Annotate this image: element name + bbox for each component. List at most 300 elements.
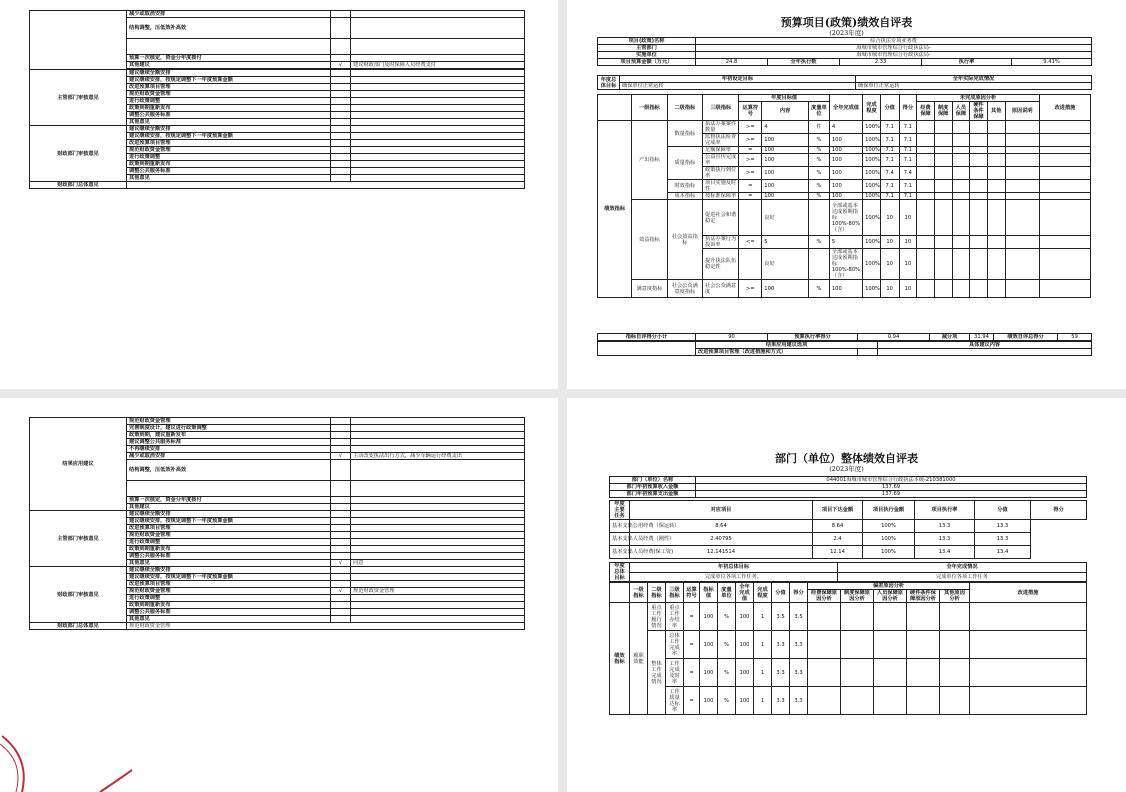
option-row <box>30 126 525 133</box>
goal-text: 完成单位各项工作任务。 <box>630 572 838 582</box>
indicator-name: 公益宣传完成率 <box>703 154 739 167</box>
level2-label: 社会效益指标 <box>667 200 702 280</box>
exec-rate: 100% <box>863 520 915 533</box>
option-note <box>351 133 525 140</box>
table-cell <box>952 200 970 236</box>
table-cell <box>127 481 331 497</box>
option-row <box>30 567 525 574</box>
table-cell <box>934 134 952 147</box>
table-cell <box>1005 193 1039 200</box>
table-cell <box>934 280 952 298</box>
table-cell <box>331 481 351 497</box>
option-note <box>351 168 525 175</box>
table-cell <box>934 147 952 154</box>
impl-unit: 海城市城市管理综合行政执法局- <box>696 52 1092 59</box>
table-row <box>610 631 1087 659</box>
score-summary-table: 指标自评得分小计 90 预算执行率得分 0.94 减分项 31.94 绩效自评总得分 59 <box>597 333 1092 341</box>
check-mark <box>331 546 351 553</box>
check-mark <box>331 105 351 112</box>
table-cell <box>987 167 1005 180</box>
table-row <box>598 280 1091 298</box>
exec-amount: 12.14 <box>813 546 863 559</box>
weight: 7.1 <box>880 147 899 154</box>
option-label: 其他建议 <box>127 62 331 69</box>
task-name: 基本支出人员经费（刚性） <box>610 533 630 546</box>
review-section-label: 财政部门审核意见 <box>30 126 127 182</box>
completed-value: 100 <box>736 603 754 631</box>
document-page-1 <box>0 0 558 389</box>
option-note <box>351 91 525 98</box>
level2-label: 时效指标 <box>667 180 702 193</box>
option-row <box>30 418 525 425</box>
option-note <box>351 418 525 425</box>
option-label: 不再继续安排 <box>127 446 331 453</box>
option-label: 调整公共服务标准 <box>127 609 331 616</box>
result-review-table <box>29 417 525 630</box>
option-note <box>351 602 525 609</box>
option-note <box>351 175 525 182</box>
option-note <box>351 595 525 602</box>
table-cell <box>970 147 988 154</box>
check-mark <box>331 70 351 77</box>
table-cell <box>917 121 935 134</box>
table-cell <box>934 236 952 249</box>
check-mark <box>331 460 351 481</box>
option-label: 规范财政资金管理 <box>127 91 331 98</box>
option-label: 其他意见 <box>127 616 331 623</box>
check-mark <box>331 112 351 119</box>
review-section-label: 主管部门审核意见 <box>30 511 127 567</box>
check-mark <box>331 98 351 105</box>
score: 10 <box>899 249 917 280</box>
table-cell <box>917 193 935 200</box>
target-value: 100 <box>762 134 809 147</box>
table-cell <box>987 200 1005 236</box>
option-note: 建议财政部门及时保障人员经费支付 <box>351 62 525 69</box>
table-cell <box>1005 236 1039 249</box>
project-name: 综合执法专项业务费 <box>696 38 1092 45</box>
table-cell <box>970 603 1087 631</box>
level2-label: 质量指标 <box>667 147 702 180</box>
review-section-label: 财政部门审核意见 <box>30 567 127 623</box>
completion-degree: 100% <box>863 180 881 193</box>
option-label: 改进预算项目管理 <box>127 581 331 588</box>
unit: % <box>718 631 736 659</box>
exec-score: 0.94 <box>858 334 930 341</box>
check-mark <box>331 574 351 581</box>
page-title: 部门（单位）整体绩效自评表 <box>775 452 918 465</box>
table-cell <box>907 659 940 687</box>
option-label: 规范财政资金管理 <box>127 532 331 539</box>
option-note <box>351 84 525 91</box>
table-row <box>610 659 1087 687</box>
weight: 7.1 <box>880 154 899 167</box>
goal-table: 年度总体目标 年初设定目标 全年实际完成情况 确保单位正常运转 确保单位正常运转 <box>597 75 1092 90</box>
option-label: 减少或取消安排 <box>127 11 331 18</box>
completion-degree: 1 <box>754 631 772 659</box>
option-label: 结构调整，压低效补高效 <box>127 460 331 481</box>
operator: <= <box>739 236 762 249</box>
table-cell <box>934 193 952 200</box>
table-cell <box>987 236 1005 249</box>
table-cell <box>934 249 952 280</box>
unit <box>809 200 830 236</box>
budget-amount: 12.141514 <box>630 546 813 559</box>
check-mark <box>331 418 351 425</box>
completed-value: 4 <box>829 121 862 134</box>
check-mark <box>331 161 351 168</box>
table-cell <box>940 631 970 659</box>
document-page-4 <box>567 398 1126 792</box>
completion-degree: 1 <box>754 687 772 715</box>
completion-degree: 100% <box>863 167 881 180</box>
operator: >= <box>739 154 762 167</box>
check-mark <box>331 147 351 154</box>
option-row <box>30 70 525 77</box>
option-note <box>351 161 525 168</box>
goal-text: 确保单位正常运转 <box>620 83 856 90</box>
target-value: 100 <box>762 193 809 200</box>
option-note <box>351 119 525 126</box>
table-cell <box>952 147 970 154</box>
indicator-name: 社会公众满意度 <box>703 280 739 298</box>
operator: = <box>739 193 762 200</box>
option-label: 进行政策调整 <box>127 539 331 546</box>
option-label: 规范财政资金管理 <box>127 418 331 425</box>
option-label: 政策到期重新发布 <box>127 105 331 112</box>
check-mark <box>331 175 351 182</box>
check-mark <box>331 497 351 504</box>
table-cell <box>917 180 935 193</box>
unit: % <box>809 167 830 180</box>
table-cell <box>874 631 907 659</box>
check-mark <box>331 532 351 539</box>
operator: = <box>739 147 762 154</box>
check-mark <box>331 126 351 133</box>
operator: >= <box>739 121 762 134</box>
table-cell <box>952 193 970 200</box>
indicator-name: 提升执法队伍稳定性 <box>703 249 739 280</box>
unit: % <box>809 154 830 167</box>
option-label: 进行政策调整 <box>127 154 331 161</box>
score: 10 <box>899 200 917 236</box>
table-cell <box>970 121 988 134</box>
option-label: 建议继续安排，按规定调整下一年度预算金额 <box>127 518 331 525</box>
indicator-name: 执法办案案件数量 <box>703 121 739 134</box>
table-cell <box>987 147 1005 154</box>
option-label: 改进预算项目管理 <box>127 525 331 532</box>
option-note <box>351 539 525 546</box>
operator <box>739 200 762 236</box>
option-label: 结构调整，压低效补高效 <box>127 18 331 39</box>
level2-label: 成本指标 <box>667 193 702 200</box>
completion-degree: 100% <box>863 121 881 134</box>
unit-info-table: 部门（单位）名称 044001海城市城市管理综合行政执法本级-210381000 部门年初预算收入金额 137.69 部门年初预算支出金额 137.69 <box>609 476 1087 498</box>
option-note <box>351 460 525 481</box>
operator: >= <box>739 280 762 298</box>
option-label: 建议继续全额安排 <box>127 511 331 518</box>
table-cell <box>1005 249 1039 280</box>
operator <box>739 249 762 280</box>
weight: 7.1 <box>880 121 899 134</box>
check-mark <box>331 446 351 453</box>
completed-value: 100 <box>736 687 754 715</box>
dept-name: 海城市城市管理综合行政执法局- <box>696 45 1092 52</box>
table-cell <box>970 687 1087 715</box>
target-value: 100 <box>700 631 718 659</box>
table-cell <box>952 167 970 180</box>
table-cell <box>970 167 988 180</box>
table-cell <box>952 236 970 249</box>
level2-label: 整体工作完成情况 <box>648 631 666 715</box>
table-cell <box>1039 147 1090 154</box>
table-row <box>598 147 1091 154</box>
budget-amount: 2.40795 <box>630 533 813 546</box>
unit: 件 <box>809 121 830 134</box>
option-note <box>351 147 525 154</box>
option-note <box>351 511 525 518</box>
exec-amount: 8.64 <box>813 520 863 533</box>
table-cell <box>1005 121 1039 134</box>
completed-value: 5 <box>829 236 862 249</box>
perf-group-label: 绩效指标 <box>610 603 630 715</box>
weight: 7.1 <box>880 193 899 200</box>
table-cell <box>970 631 1087 659</box>
indicator-name: 重点工作办结率 <box>666 603 684 631</box>
weight: 13.3 <box>915 533 975 546</box>
weight: 3.5 <box>772 603 790 631</box>
score: 13.3 <box>975 520 1031 533</box>
table-cell <box>1005 147 1039 154</box>
level2-label: 重点工作履行情况 <box>648 603 666 631</box>
table-cell <box>907 631 940 659</box>
task-name: 基本支出人员经费(保工资) <box>610 546 630 559</box>
table-row <box>598 193 1091 200</box>
option-note <box>351 553 525 560</box>
table-cell <box>808 603 841 631</box>
option-label: 减少或取消安排 <box>127 453 331 460</box>
completion-degree: 100% <box>863 134 881 147</box>
option-note <box>351 439 525 446</box>
check-mark: √ <box>331 453 351 460</box>
table-cell <box>907 603 940 631</box>
check-mark <box>331 553 351 560</box>
table-cell <box>841 659 874 687</box>
exec-amount: 2.4 <box>813 533 863 546</box>
option-label: 建议继续安排，按规定调整下一年度预算金额 <box>127 574 331 581</box>
score: 13.4 <box>975 546 1031 559</box>
operator: = <box>684 659 700 687</box>
weight: 7.1 <box>880 134 899 147</box>
table-row <box>610 603 1087 631</box>
table-cell <box>987 180 1005 193</box>
performance-indicator-table: 一级指标 二级指标 三级指标 年度目标值 全年完成值 完成程度 分值 得分 未完成原因分析 改进措施 运算符号 内容 度量单位 经费保障 制度保障 人员保障 硬件条件保障 其他 原因说明 绩效指标 产出指标 数量指标 执法办案案件数量 >= 4 件 4 100% 7.1 7.1 监督执法检查完成率 >= 100 % 100 100% 7.1 7.1 质量指标 足额保障率 = 100 % 100 100% 7.1 7.1 公益宣传完成率 >= 100 % 100 100% 7.1 7.1 政策执行到位率 >= 100 % 100 100% 7.4 7.4 时效指标 项目实施及时性 = 100 % 100 100% 7.1 7.1 成本指标 按标准保障率 = 100 % 100 100% 7.1 7.1 效益指标 社会效益指标 促进社会和谐稳定 良好 全部或基本达成预期指标100%-80%（含） 100% 10 10 执法办案行为投诉率 <= 5 % 5 100% 10 10 提升执法队伍稳定性 良好 全部或基本达成预期指标100%-80%（含） 100% 10 10 满意度指标 社会公众满意度指标 社会公众满意度 >= 100 % 100 100% 10 10 <box>597 94 1091 298</box>
score: 3.3 <box>790 659 808 687</box>
table-cell <box>1039 154 1090 167</box>
table-cell <box>874 687 907 715</box>
table-cell <box>987 134 1005 147</box>
option-label: 规范财政资金管理 <box>127 147 331 154</box>
result-application-table: 结果应用建议选项 具体建议内容 改进预算项目管理（改进措施和方式） <box>597 341 1092 356</box>
completion-degree: 100% <box>863 200 881 236</box>
score: 13.3 <box>975 533 1031 546</box>
score: 7.1 <box>899 193 917 200</box>
completed-value: 100 <box>829 180 862 193</box>
weight: 10 <box>880 200 899 236</box>
check-mark <box>331 616 351 623</box>
check-mark <box>331 84 351 91</box>
table-cell <box>1039 236 1090 249</box>
option-note <box>351 77 525 84</box>
table-cell <box>987 121 1005 134</box>
option-label: 规范财政资金管理 <box>127 588 331 595</box>
table-cell <box>987 193 1005 200</box>
option-label: 调整公共服务标准 <box>127 112 331 119</box>
table-cell <box>987 249 1005 280</box>
option-label: 其他意见 <box>127 175 331 182</box>
page-subtitle-year: (2023年度) <box>829 465 864 473</box>
check-mark <box>331 77 351 84</box>
target-value: 100 <box>700 603 718 631</box>
weight: 10 <box>880 280 899 298</box>
table-cell <box>1039 167 1090 180</box>
actual-text: 确保单位正常运转 <box>856 83 1092 90</box>
option-note <box>351 567 525 574</box>
option-note <box>351 98 525 105</box>
table-row <box>598 180 1091 193</box>
completed-value: 100 <box>829 134 862 147</box>
review-section-label: 结果应用建议 <box>30 418 127 511</box>
seal-stamp-fragment <box>0 728 140 792</box>
check-mark <box>331 602 351 609</box>
table-cell <box>970 236 988 249</box>
option-label: 建议调整公共服务标准 <box>127 439 331 446</box>
option-label: 政策到期重新发布 <box>127 602 331 609</box>
option-note <box>351 446 525 453</box>
completed-value: 100 <box>829 193 862 200</box>
weight: 13.4 <box>915 546 975 559</box>
table-cell <box>917 249 935 280</box>
option-label: 政策到期重新发布 <box>127 546 331 553</box>
weight: 7.4 <box>880 167 899 180</box>
target-value: 100 <box>700 687 718 715</box>
table-row <box>598 200 1091 236</box>
operator: = <box>684 603 700 631</box>
option-note <box>351 581 525 588</box>
indicator-name: 工作质量达标率 <box>666 687 684 715</box>
option-label: 进行政策调整 <box>127 98 331 105</box>
check-mark: √ <box>331 560 351 567</box>
completed-value: 100 <box>829 167 862 180</box>
option-note <box>351 140 525 147</box>
table-cell <box>808 631 841 659</box>
score: 3.5 <box>790 603 808 631</box>
option-note <box>351 126 525 133</box>
table-cell <box>1039 249 1090 280</box>
option-label: 调整公共服务标准 <box>127 553 331 560</box>
unit: % <box>809 147 830 154</box>
option-note <box>351 616 525 623</box>
completion-degree: 100% <box>863 147 881 154</box>
option-label: 预算一次核定，资金分年度拨付 <box>127 55 331 62</box>
unit: % <box>718 603 736 631</box>
table-cell <box>1039 200 1090 236</box>
table-cell <box>970 193 988 200</box>
option-note <box>351 525 525 532</box>
level1-label: 履职效能 <box>630 603 648 715</box>
option-note <box>351 546 525 553</box>
option-label: 建议继续全额安排 <box>127 567 331 574</box>
task-table: 年度主要任务 对应项目 项目下达金额 项目执行金额 项目执行率 分值 得分 基本支出公用经费（保运转） 8.64 8.64 100% 13.3 13.3 基本支出人员经费（刚性） 2.40795 2.4 100% 13.3 13.3 基本支出人员经费(保工资) 12.141514 12.14 100% 13.4 13.4 <box>609 500 1087 559</box>
check-mark <box>331 168 351 175</box>
overall-opinion-label: 财政部门总体意见 <box>30 182 127 189</box>
operator: = <box>684 687 700 715</box>
document-page-2 <box>567 0 1126 389</box>
option-label: 其他建议 <box>127 504 331 511</box>
operator: >= <box>739 134 762 147</box>
review-opinion-table <box>29 10 525 189</box>
weight: 10 <box>880 249 899 280</box>
indicator-name: 项目实施及时性 <box>703 180 739 193</box>
level2-label: 社会公众满意度指标 <box>667 280 702 298</box>
table-cell <box>934 180 952 193</box>
unit: % <box>718 659 736 687</box>
table-cell <box>841 687 874 715</box>
check-mark: √ <box>331 588 351 595</box>
table-cell <box>917 147 935 154</box>
target-value: 100 <box>762 147 809 154</box>
option-note <box>351 532 525 539</box>
level2-label: 数量指标 <box>667 121 702 147</box>
completion-degree: 100% <box>863 236 881 249</box>
performance-indicator-table: 一级指标 二级指标 三级指标 运算符号 指标值 度量单位 全年完成值 完成程度 分值 得分 偏差原因分析 改进措施 经费保障原因分析 制度保障原因分析 人员保障原因分析 硬件条件保障原因分析 其他原因分析 绩效指标 履职效能 重点工作履行情况 重点工作办结率 = 100 % 100 1 3.5 3.5 整体工作完成情况 总体工作完成率 = 100 % 100 1 3.3 3.3 工作完成及时率 = 100 % 100 1 3.3 3.3 工作质量达标率 = 100 % 100 1 3.3 3.3 <box>609 582 1087 715</box>
option-note <box>351 70 525 77</box>
project-info-table: 项目(政策)名称 综合执法专项业务费 主管部门 海城市城市管理综合行政执法局- 实施单位 海城市城市管理综合行政执法局- 项目预算金额（万元） 24.8 全年执行数 2.33 执行率 9.41% <box>597 37 1092 66</box>
weight: 10 <box>880 236 899 249</box>
table-cell <box>1005 154 1039 167</box>
score: 7.1 <box>899 154 917 167</box>
table-cell <box>952 134 970 147</box>
table-cell <box>874 603 907 631</box>
completion-degree: 1 <box>754 603 772 631</box>
weight: 13.3 <box>915 520 975 533</box>
table-cell <box>940 603 970 631</box>
table-cell <box>952 249 970 280</box>
table-row <box>610 533 1087 546</box>
indicator-name: 执法办案行为投诉率 <box>703 236 739 249</box>
table-cell <box>917 280 935 298</box>
level1-label: 满意度指标 <box>632 280 667 298</box>
actual-text: 完成单位各项工作任务 <box>838 572 1087 582</box>
goal-table: 年度总体目标 年初总体目标 全年完成情况 完成单位各项工作任务。 完成单位各项工作任务 <box>609 562 1087 582</box>
completed-value: 全部或基本达成预期指标100%-80%（含） <box>829 249 862 280</box>
review-section-label: 主管部门审核意见 <box>30 70 127 126</box>
table-cell <box>970 200 988 236</box>
exec-rate: 100% <box>863 546 915 559</box>
check-mark <box>331 511 351 518</box>
table-cell <box>808 659 841 687</box>
check-mark <box>331 567 351 574</box>
table-cell <box>917 167 935 180</box>
score: 7.1 <box>899 147 917 154</box>
exec-rate: 9.41% <box>1012 59 1092 66</box>
exec-value: 2.33 <box>840 59 922 66</box>
table-row <box>610 546 1087 559</box>
check-mark <box>331 504 351 511</box>
check-mark <box>331 154 351 161</box>
table-cell <box>907 687 940 715</box>
unit <box>809 249 830 280</box>
